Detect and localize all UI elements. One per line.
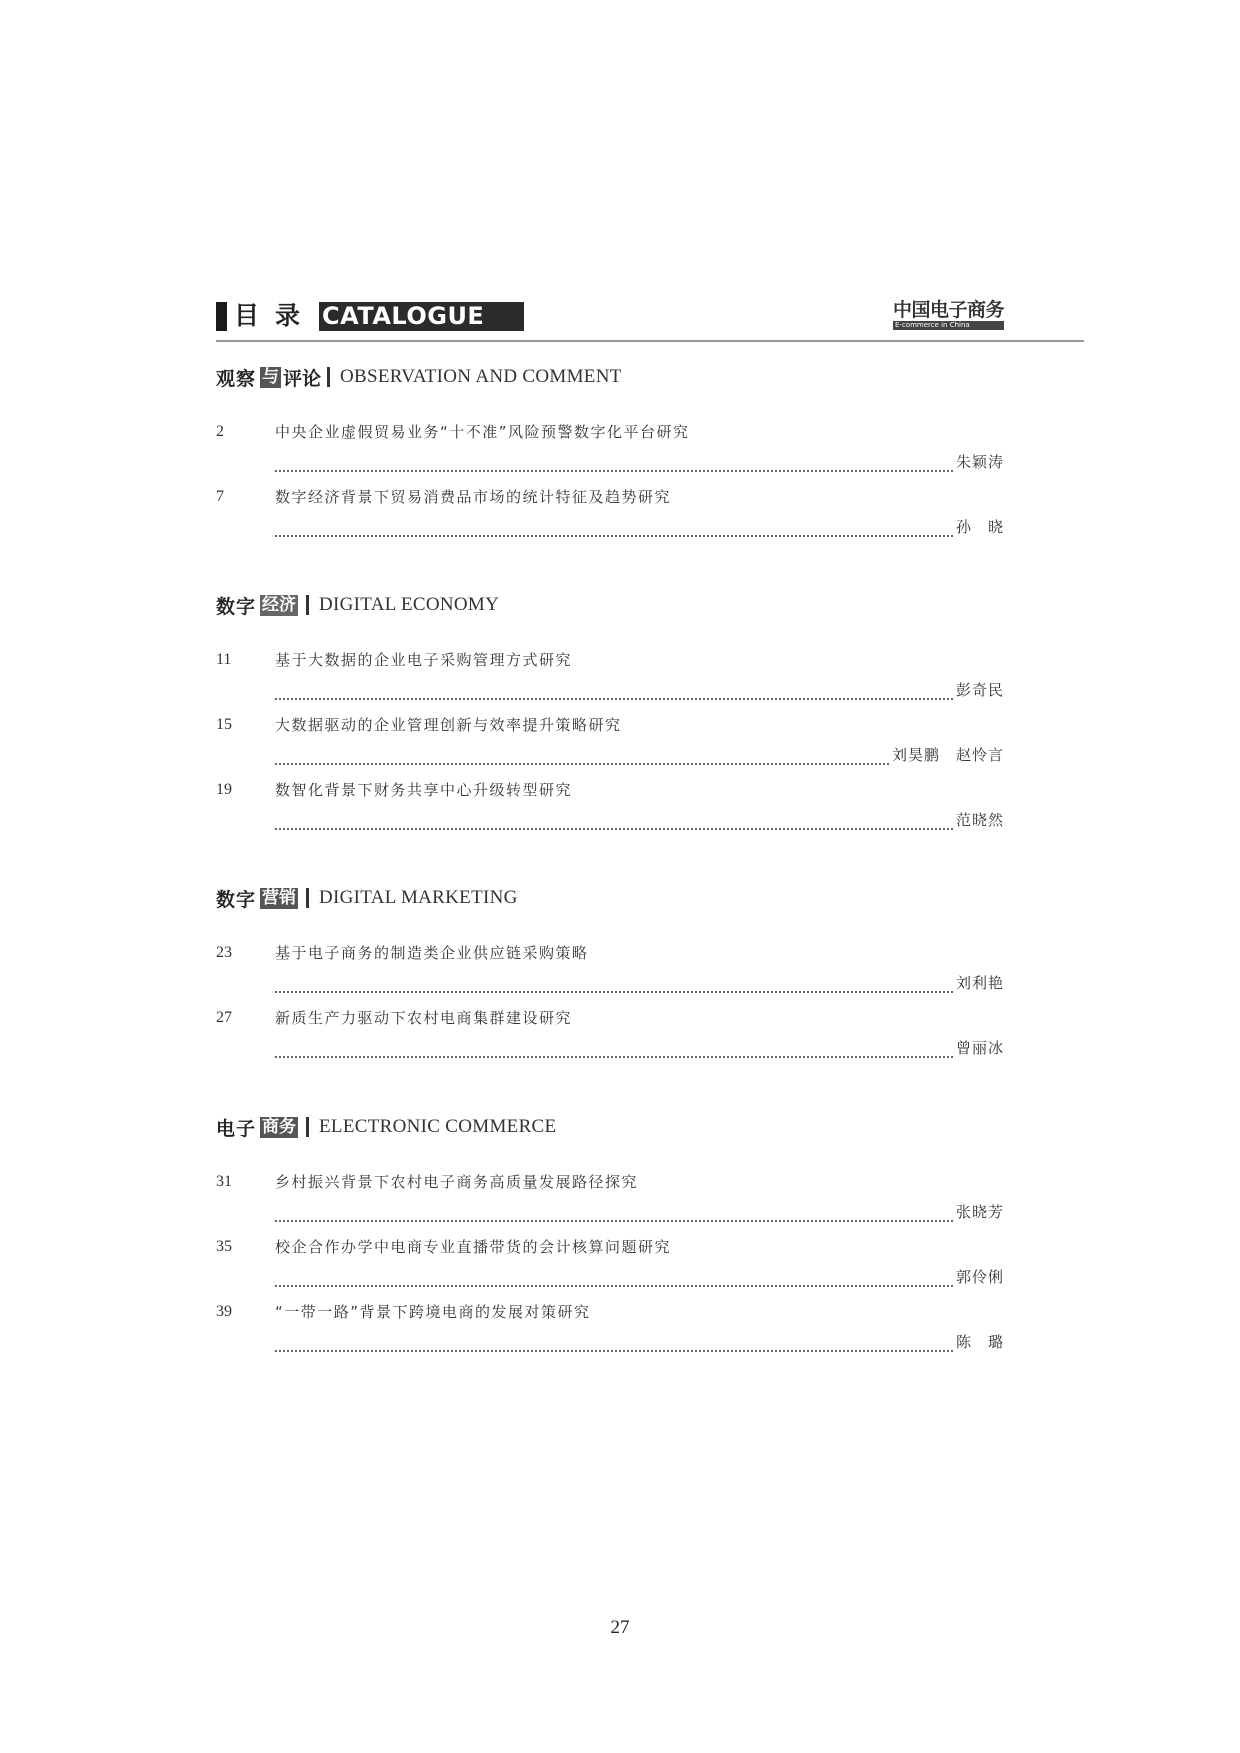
section-title-zh-box: 营销 <box>262 887 297 908</box>
header-rule <box>216 340 1084 342</box>
section-title-zh-a: 电子 <box>216 1117 257 1140</box>
toc-entry[interactable] <box>216 650 1084 715</box>
entry-title: 大数据驱动的企业管理创新与效率提升策略研究 <box>275 716 622 734</box>
leader-dots <box>275 686 953 700</box>
entry-title: 新质生产力驱动下农村电商集群建设研究 <box>275 1009 573 1027</box>
entry-page-number: 23 <box>216 944 232 961</box>
entry-page-number: 39 <box>216 1303 232 1320</box>
entry-page-number: 31 <box>216 1173 232 1190</box>
section-title-zh-a: 数字 <box>216 595 257 618</box>
toc-entry[interactable] <box>216 780 1084 845</box>
section-title-separator <box>306 888 309 908</box>
entry-title: 数字经济背景下贸易消费品市场的统计特征及趋势研究 <box>275 488 672 506</box>
section-title-en: ELECTRONIC COMMERCE <box>319 1116 557 1137</box>
entry-author: 彭奇民 <box>955 681 1004 699</box>
section-title-separator <box>306 1117 309 1137</box>
leader-dots <box>275 1273 953 1287</box>
leader-dots <box>275 1338 953 1352</box>
toc-entry[interactable] <box>216 943 1084 1008</box>
section-digital-economy <box>216 590 1084 845</box>
toc-entry[interactable] <box>216 1302 1084 1367</box>
section-observation <box>216 362 1084 552</box>
toc-entry[interactable] <box>216 487 1084 552</box>
leader-dots <box>275 1208 953 1222</box>
toc-entry[interactable] <box>216 1237 1084 1302</box>
entry-author: 张晓芳 <box>955 1203 1004 1221</box>
entry-author: 孙 晓 <box>955 518 1004 536</box>
header-accent-bar <box>216 302 227 331</box>
entry-author: 朱颖涛 <box>955 453 1004 471</box>
section-title-zh-box: 与 <box>262 366 280 387</box>
entry-title: 数智化背景下财务共享中心升级转型研究 <box>275 781 573 799</box>
section-electronic-commerce <box>216 1112 1084 1367</box>
brand-name-zh: 中国电子商务 <box>892 299 1004 321</box>
leader-dots <box>275 751 889 765</box>
section-title-separator <box>306 595 309 615</box>
entry-page-number: 15 <box>216 716 232 733</box>
section-title-zh-a: 数字 <box>216 888 257 911</box>
section-title-zh-a: 观察 <box>216 367 257 390</box>
section-title-zh-box: 商务 <box>262 1116 297 1137</box>
header-title-zh <box>234 300 302 332</box>
toc-entry[interactable] <box>216 1172 1084 1237</box>
section-title-zh-b: 评论 <box>283 367 322 390</box>
leader-dots <box>275 458 953 472</box>
section-title-zh-box: 经济 <box>262 594 297 615</box>
entry-author: 刘利艳 <box>955 974 1004 992</box>
section-title-en: DIGITAL ECONOMY <box>319 594 500 615</box>
section-title-separator <box>327 367 330 387</box>
toc-entry[interactable] <box>216 715 1084 780</box>
journal-brand-logo <box>893 300 1004 330</box>
entry-author: 范晓然 <box>955 811 1004 829</box>
entry-title: “一带一路”背景下跨境电商的发展对策研究 <box>275 1303 591 1321</box>
entry-page-number: 19 <box>216 781 232 798</box>
page-number: 27 <box>610 1617 630 1638</box>
entry-author: 郭伶俐 <box>955 1268 1004 1286</box>
header-title-zh-2: 录 <box>275 301 303 330</box>
header-title-zh-1: 目 <box>234 301 262 330</box>
brand-name-en: E-commerce in China <box>893 321 1004 330</box>
entry-title: 校企合作办学中电商专业直播带货的会计核算问题研究 <box>275 1238 672 1256</box>
section-title-en: DIGITAL MARKETING <box>319 887 518 908</box>
entry-page-number: 27 <box>216 1009 232 1026</box>
entry-page-number: 7 <box>216 488 224 505</box>
entry-author: 陈 璐 <box>955 1333 1004 1351</box>
entry-author: 曾丽冰 <box>955 1039 1004 1057</box>
entry-title: 乡村振兴背景下农村电子商务高质量发展路径探究 <box>275 1173 639 1191</box>
header-title-en: CATALOGUE <box>319 302 524 331</box>
entry-author: 刘昊鹏 赵怜言 <box>891 746 1004 764</box>
entry-title: 中央企业虚假贸易业务“十不准”风险预警数字化平台研究 <box>275 423 690 441</box>
section-title <box>216 883 1084 913</box>
entry-title: 基于电子商务的制造类企业供应链采购策略 <box>275 944 589 962</box>
catalogue-header <box>216 300 1084 344</box>
leader-dots <box>275 979 953 993</box>
section-title <box>216 1112 1084 1142</box>
entry-title: 基于大数据的企业电子采购管理方式研究 <box>275 651 573 669</box>
leader-dots <box>275 523 953 537</box>
toc-entry[interactable] <box>216 422 1084 487</box>
section-title <box>216 362 1084 392</box>
entry-page-number: 2 <box>216 423 224 440</box>
leader-dots <box>275 816 953 830</box>
leader-dots <box>275 1044 953 1058</box>
section-title-en: OBSERVATION AND COMMENT <box>340 366 622 387</box>
toc-entry[interactable] <box>216 1008 1084 1073</box>
entry-page-number: 35 <box>216 1238 232 1255</box>
section-title <box>216 590 1084 620</box>
section-digital-marketing <box>216 883 1084 1073</box>
entry-page-number: 11 <box>216 651 232 668</box>
